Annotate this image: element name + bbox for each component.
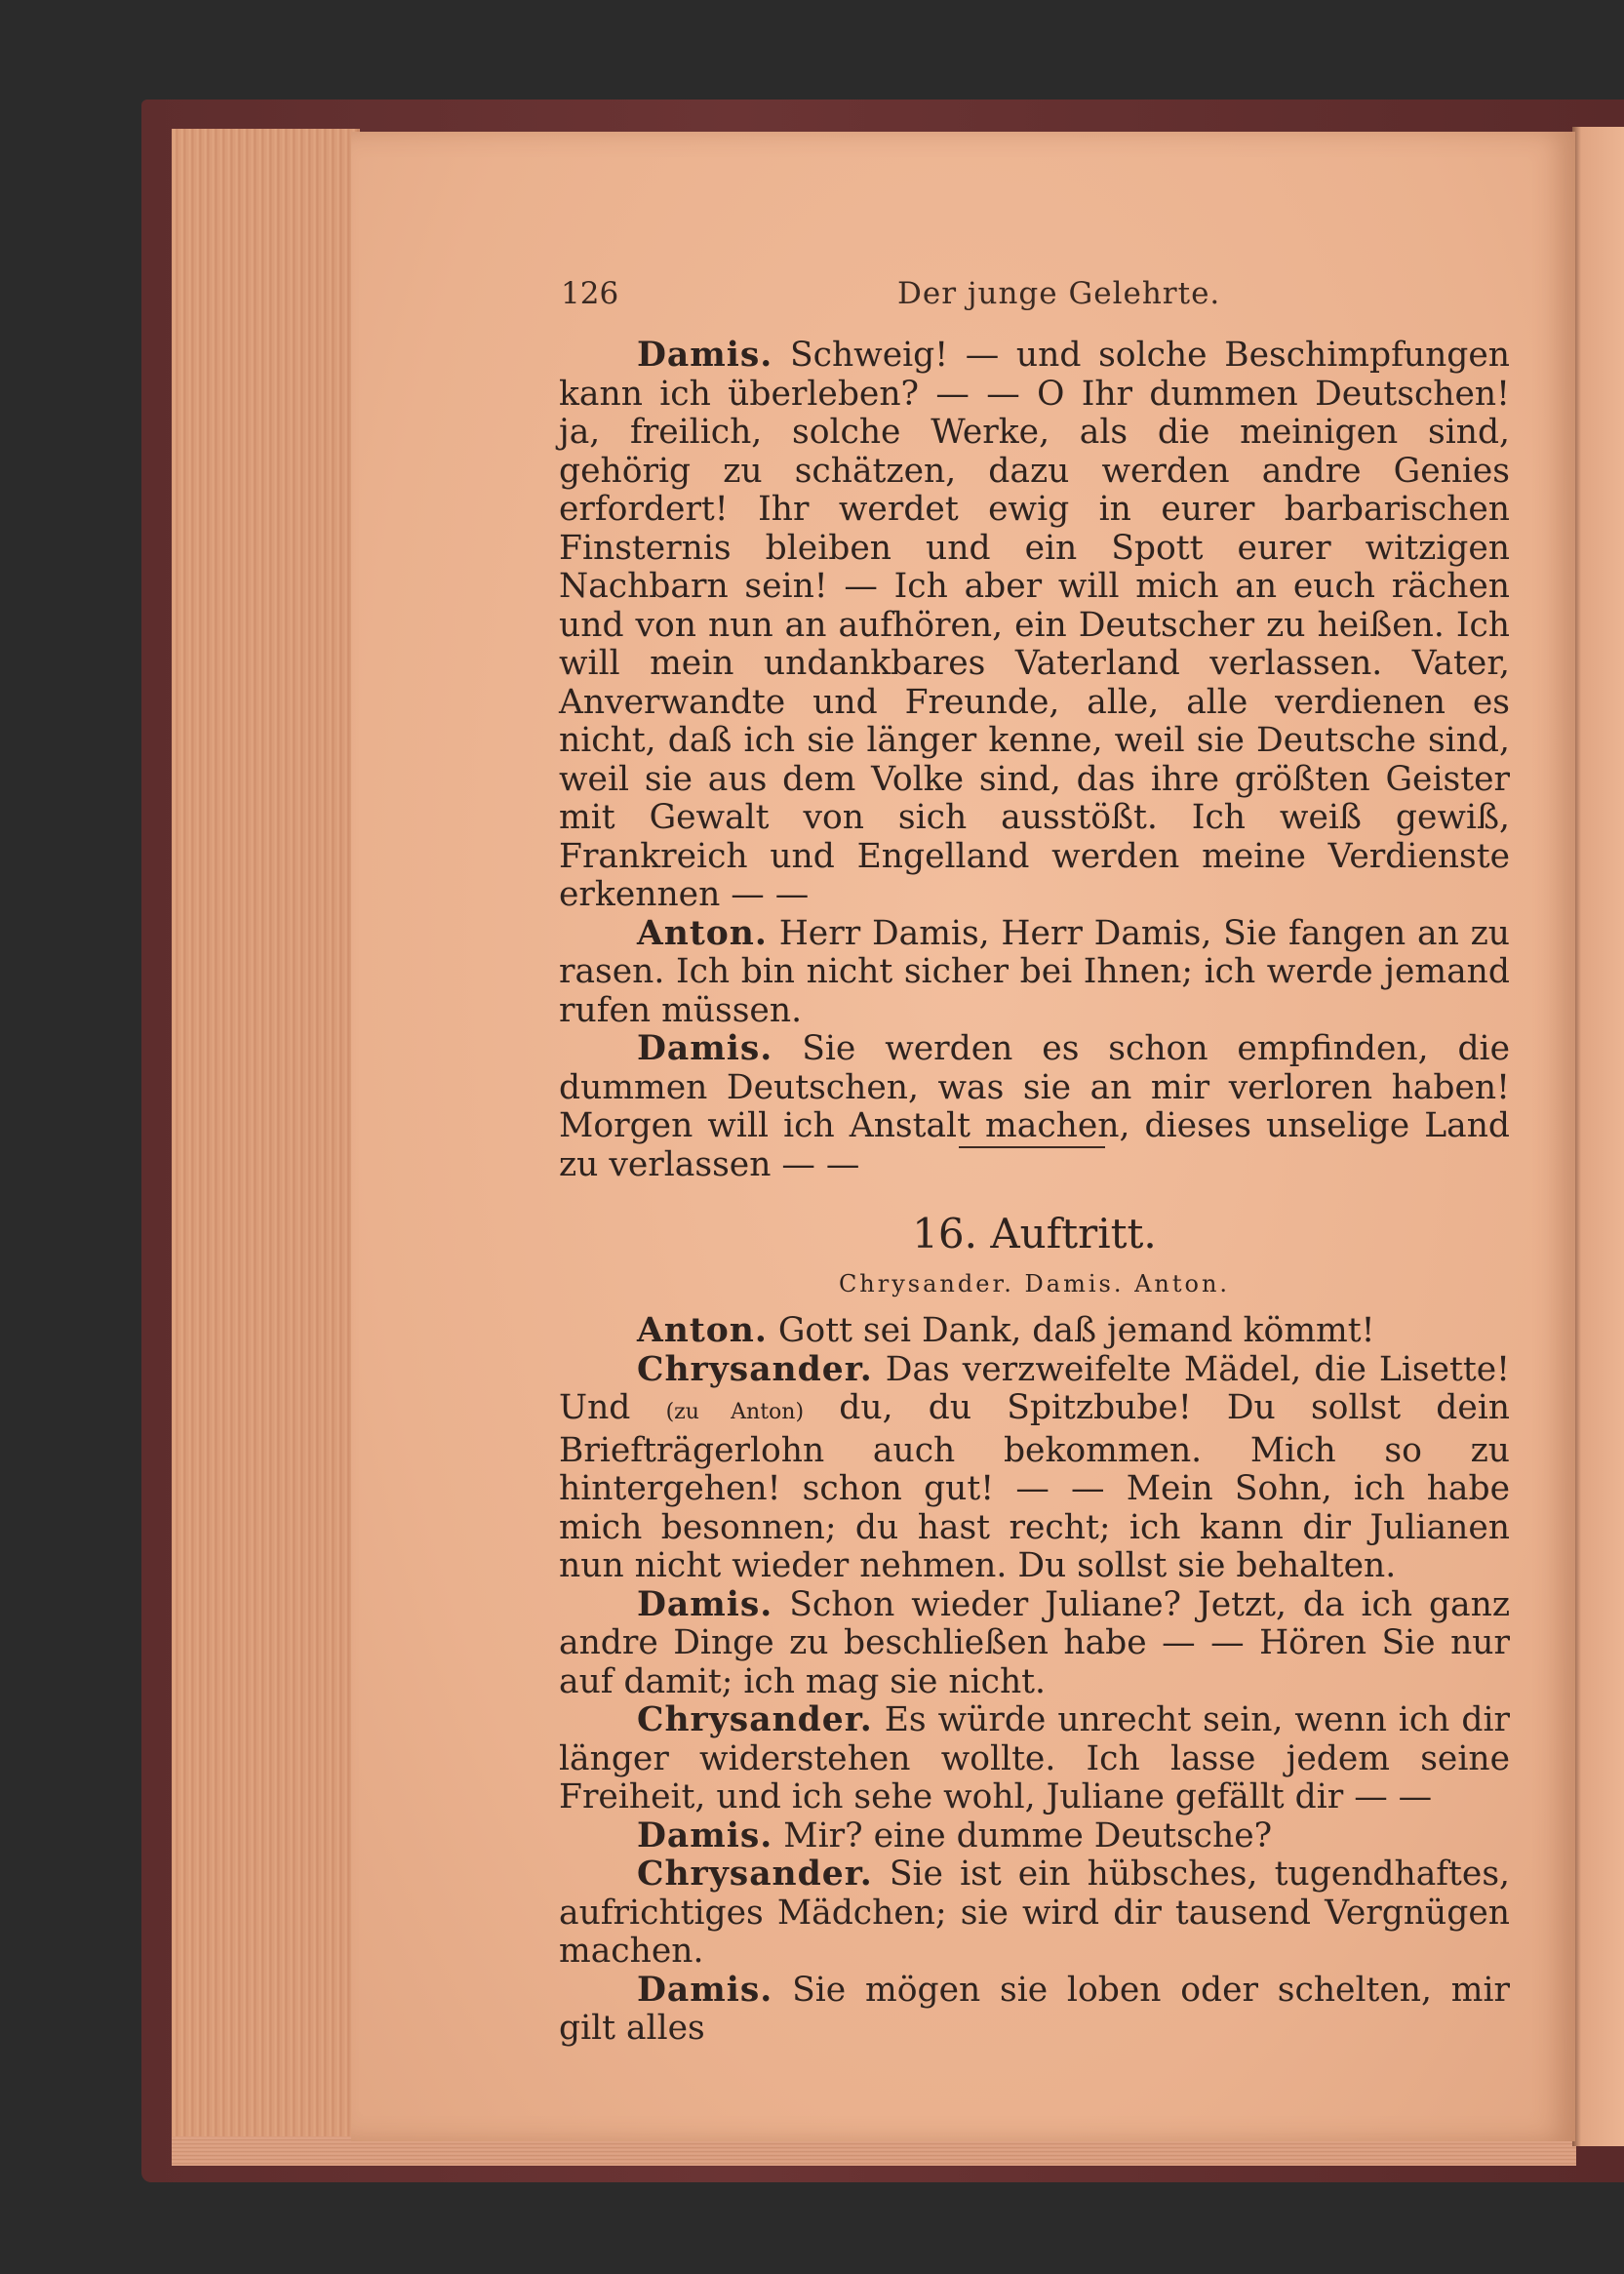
speech-text: Mir? eine dumme Deutsche? [783, 1815, 1273, 1855]
speaker-name: Anton. [637, 1311, 768, 1350]
speech-text: Das verzweifelte Mädel, die Lisette! Und [559, 1349, 1510, 1427]
dialogue-block-1 [559, 337, 1510, 1184]
page-stack-edge [172, 129, 360, 2153]
speaker-name: Chrysander. [637, 1349, 873, 1389]
facing-page-edge [1572, 127, 1624, 2146]
dialogue-paragraph [559, 1701, 1510, 1817]
running-title: Der junge Gelehrte. [897, 276, 1221, 311]
speech-text: Sie mögen sie loben oder schelten, mir gilt alles [559, 1970, 1510, 2048]
scene-cast: Chrysander. Damis. Anton. [838, 1270, 1231, 1297]
speaker-name: Damis. [637, 336, 773, 375]
dialogue-block-2 [559, 1312, 1510, 2049]
scene-title: 16. Auftritt. [912, 1210, 1157, 1257]
section-divider [959, 1146, 1105, 1148]
speech-text: Schweig! — und solche Beschimpfungen kann ich überleben? — — O Ihr dummen Deutschen! ja, freilich, solche Werke, als die meinigen sind, gehörig zu schätzen, dazu werden andre Genies erfordert! Ihr werdet ewig in eurer barbarischen Finsternis bleiben und ein Spott eurer witzigen Nachbarn sein! — Ich aber will mich an euch rächen und von nun an aufhören, ein Deutscher zu heißen. Ich will mein undankbares Vaterland verlassen. Vater, Anverwandte und Freunde, alle, alle verdienen es nicht, daß ich sie länger kenne, weil sie Deutsche sind, weil sie aus dem Volke sind, das ihre größten Geister mit Gewalt von sich ausstößt. Ich weiß gewiß, Frankreich und Engelland werden meine Verdienste erkennen — — [559, 336, 1511, 914]
dialogue-paragraph [559, 1972, 1510, 2049]
speaker-name: Anton. [637, 913, 768, 953]
speech-text: Sie ist ein hübsches, tugendhaftes, aufrichtiges Mädchen; sie wird dir tausend Vergnügen machen. [559, 1855, 1511, 1971]
dialogue-paragraph [559, 1586, 1510, 1702]
speech-text: Sie werden es schon empfinden, die dummen Deutschen, was sie an mir verloren haben! Morgen will ich Anstalt machen, dieses unselige Land zu verlassen — — [559, 1029, 1511, 1184]
dialogue-paragraph [559, 1855, 1510, 1972]
stage-direction: (zu Anton) [665, 1400, 805, 1424]
speech-text: du, du Spitzbube! Du sollst dein Briefträgerlohn auch bekommen. Mich so zu hintergehen! schon gut! — — Mein Sohn, ich habe mich besonnen; du hast recht; ich kann dir Julianen nun nicht wieder nehmen. Du sollst sie behalten. [559, 1388, 1511, 1585]
dialogue-paragraph [559, 1030, 1510, 1184]
speaker-name: Chrysander. [637, 1855, 873, 1894]
dialogue-paragraph [559, 1351, 1510, 1586]
speaker-name: Damis. [637, 1584, 773, 1624]
speech-text: Schon wieder Juliane? Jetzt, da ich ganz andre Dinge zu beschließen habe — — Hören Sie nur auf damit; ich mag sie nicht. [559, 1584, 1510, 1701]
speaker-name: Chrysander. [637, 1700, 873, 1739]
speech-text: Es würde unrecht sein, wenn ich dir länger widerstehen wollte. Ich lasse jedem seine Freiheit, und ich sehe wohl, Juliane gefällt dir — — [559, 1700, 1510, 1816]
speaker-name: Damis. [637, 1815, 773, 1855]
dialogue-paragraph [559, 337, 1510, 915]
speech-text: Herr Damis, Herr Damis, Sie fangen an zu rasen. Ich bin nicht sicher bei Ihnen; ich werde jemand rufen müssen. [559, 913, 1511, 1030]
dialogue-paragraph [559, 1817, 1510, 1856]
page-header [561, 276, 1497, 319]
speaker-name: Damis. [637, 1029, 773, 1068]
dialogue-paragraph [559, 1312, 1510, 1351]
dialogue-paragraph [559, 915, 1510, 1031]
speech-text: Gott sei Dank, daß jemand kömmt! [777, 1311, 1375, 1350]
speaker-name: Damis. [637, 1970, 773, 2010]
page-number: 126 [561, 276, 619, 311]
